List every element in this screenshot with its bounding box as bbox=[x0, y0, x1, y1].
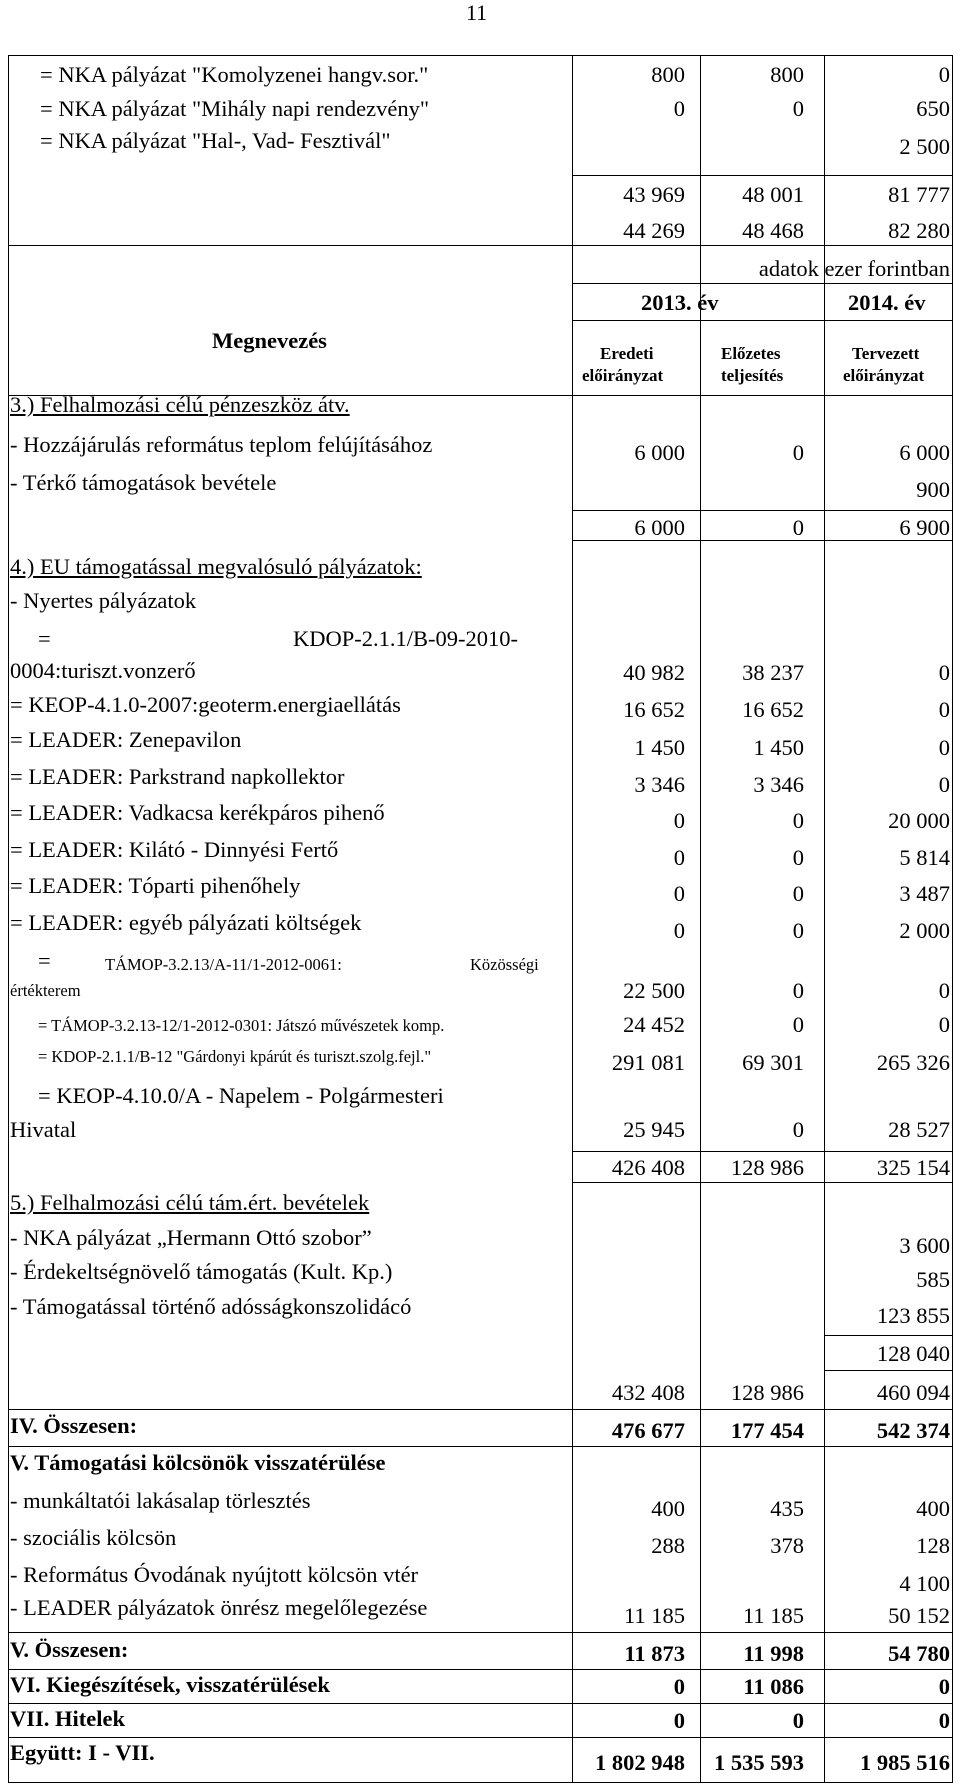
sec3-row-label: - Hozzájárulás református teplom felújításához bbox=[10, 432, 433, 457]
sec4-row-v2: 3 346 bbox=[753, 772, 804, 797]
vii-v2: 0 bbox=[792, 1708, 804, 1733]
vline-left-label bbox=[572, 55, 573, 1783]
sec4-keop-a: = KEOP-4.10.0/A - Napelem - Polgármesteri bbox=[38, 1083, 444, 1108]
header-2013: 2013. év bbox=[641, 290, 719, 315]
sec4-row-v2: 0 bbox=[792, 845, 804, 870]
sec4-kdop-v2: 38 237 bbox=[742, 660, 804, 685]
header-2014: 2014. év bbox=[848, 290, 926, 315]
hline bbox=[824, 1370, 953, 1371]
hline bbox=[572, 283, 953, 284]
hline bbox=[8, 1669, 953, 1670]
sec4-tamop1-v3: 0 bbox=[938, 978, 950, 1003]
hline bbox=[824, 1335, 953, 1336]
sec4-row-label: = LEADER: Zenepavilon bbox=[10, 727, 242, 752]
sec4-kdop2-v2: 69 301 bbox=[742, 1050, 804, 1075]
sec4-row-v3: 2 000 bbox=[899, 918, 950, 943]
header-col1b: előirányzat bbox=[582, 366, 664, 385]
hline bbox=[8, 245, 953, 246]
sec4-row-v2: 1 450 bbox=[753, 735, 804, 760]
sec5-row-v3: 585 bbox=[916, 1267, 950, 1292]
sec3-row-v1: 6 000 bbox=[634, 440, 685, 465]
v-total-v2: 11 998 bbox=[743, 1641, 804, 1666]
sec3-subtotal-v1: 6 000 bbox=[634, 515, 685, 540]
top-row-v2: 48 001 bbox=[742, 182, 804, 207]
hline bbox=[8, 1703, 953, 1704]
hline bbox=[8, 1737, 953, 1738]
v-row-v1: 288 bbox=[651, 1533, 685, 1558]
top-row-v3: 0 bbox=[938, 62, 950, 87]
hline bbox=[572, 540, 953, 541]
vii-v3: 0 bbox=[938, 1708, 950, 1733]
vi-v2: 11 086 bbox=[743, 1674, 804, 1699]
hline bbox=[572, 175, 953, 176]
sec4-row-label: = LEADER: egyéb pályázati költségek bbox=[10, 910, 362, 935]
top-row-v3: 82 280 bbox=[888, 218, 950, 243]
sec3-subtotal-v2: 0 bbox=[792, 515, 804, 540]
sec4-row-v3: 20 000 bbox=[888, 808, 950, 833]
sec4-row-label: = LEADER: Tóparti pihenőhely bbox=[10, 873, 301, 898]
sec5-title: 5.) Felhalmozási célú tám.ért. bevételek bbox=[10, 1190, 370, 1215]
header-col3b: előirányzat bbox=[843, 366, 925, 385]
sec4-kdop2-v3: 265 326 bbox=[876, 1050, 950, 1075]
units-note: adatok ezer forintban bbox=[758, 256, 950, 281]
header-col1a: Eredeti bbox=[600, 344, 654, 363]
sec5-row-v3: 123 855 bbox=[876, 1303, 950, 1328]
hline bbox=[572, 1182, 953, 1183]
sec4-row-v1: 0 bbox=[673, 808, 685, 833]
sec4-kdop2-v1: 291 081 bbox=[611, 1050, 685, 1075]
v-row-label: - Református Óvodának nyújtott kölcsön vtér bbox=[10, 1562, 419, 1587]
sec3-row-v3: 900 bbox=[916, 477, 950, 502]
sec4-kdop-v3: 0 bbox=[938, 660, 950, 685]
sec4-tamop2-v1: 24 452 bbox=[623, 1012, 685, 1037]
v-row-v1: 400 bbox=[651, 1496, 685, 1521]
sec4-tamop1-d: értékterem bbox=[10, 981, 81, 1000]
sec4-row-label: = LEADER: Parkstrand napkollektor bbox=[10, 764, 345, 789]
hline bbox=[8, 1632, 953, 1633]
sec4-row-label: = LEADER: Vadkacsa kerékpáros pihenő bbox=[10, 800, 385, 825]
top-row-label: = NKA pályázat "Mihály napi rendezvény" bbox=[40, 96, 430, 121]
v-row-v3: 50 152 bbox=[888, 1603, 950, 1628]
sec4-tamop1-b: TÁMOP-3.2.13/A-11/1-2012-0061: bbox=[105, 955, 342, 974]
sec4-title: 4.) EU támogatással megvalósuló pályázatok: bbox=[10, 554, 422, 579]
hline bbox=[8, 1446, 953, 1447]
sec4-sub: - Nyertes pályázatok bbox=[10, 588, 197, 613]
v-row-label: - LEADER pályázatok önrész megelőlegezése bbox=[10, 1595, 428, 1620]
sec4-kdop-b: KDOP-2.1.1/B-09-2010- bbox=[293, 626, 518, 651]
sec4-row-v1: 3 346 bbox=[634, 772, 685, 797]
sec4-tamop2-v3: 0 bbox=[938, 1012, 950, 1037]
sec4-tamop2: = TÁMOP-3.2.13-12/1-2012-0301: Játszó művészetek komp. bbox=[38, 1016, 445, 1035]
v-row-v2: 378 bbox=[770, 1533, 804, 1558]
top-row-v1: 44 269 bbox=[623, 218, 685, 243]
top-row-v2: 0 bbox=[792, 96, 804, 121]
sec4-tamop1-c: Közösségi bbox=[470, 955, 539, 974]
sec4-tamop1-a: = bbox=[38, 948, 51, 973]
sec3-subtotal-v3: 6 900 bbox=[899, 515, 950, 540]
hline bbox=[572, 1151, 953, 1152]
hline bbox=[572, 510, 953, 511]
vi-v3: 0 bbox=[938, 1674, 950, 1699]
sec4-row-label: = LEADER: Kilátó - Dinnyési Fertő bbox=[10, 837, 339, 862]
sec4-row-v1: 1 450 bbox=[634, 735, 685, 760]
iv-v1: 476 677 bbox=[611, 1418, 685, 1443]
sec4-row-v1: 0 bbox=[673, 881, 685, 906]
sec4-row-v3: 3 487 bbox=[899, 881, 950, 906]
top-row-v2: 800 bbox=[770, 62, 804, 87]
sec4-keop-v3: 28 527 bbox=[888, 1117, 950, 1142]
sec4-kdop2: = KDOP-2.1.1/B-12 "Gárdonyi kpárút és turiszt.szolg.fejl." bbox=[38, 1047, 432, 1066]
sec5-subtotal-v3: 128 040 bbox=[876, 1341, 950, 1366]
sec4-row-v1: 0 bbox=[673, 918, 685, 943]
vline-col3 bbox=[824, 55, 825, 1783]
top-row-v1: 0 bbox=[673, 96, 685, 121]
vi-label: VI. Kiegészítések, visszatérülések bbox=[10, 1672, 330, 1697]
iv-v2: 177 454 bbox=[730, 1418, 804, 1443]
top-row-v1: 800 bbox=[651, 62, 685, 87]
sec4-subtotal-v3: 325 154 bbox=[876, 1155, 950, 1180]
hline bbox=[8, 1409, 953, 1410]
sec4-row-v2: 0 bbox=[792, 918, 804, 943]
header-col2b: teljesítés bbox=[721, 366, 784, 385]
sec4-row-v1: 16 652 bbox=[623, 697, 685, 722]
vii-v1: 0 bbox=[673, 1708, 685, 1733]
v-total-v1: 11 873 bbox=[624, 1641, 685, 1666]
sec5-total-v1: 432 408 bbox=[611, 1380, 685, 1405]
header-col2a: Előzetes bbox=[721, 344, 781, 363]
sec4-row-v3: 0 bbox=[938, 735, 950, 760]
header-megnevezes: Megnevezés bbox=[212, 328, 327, 353]
top-row-v1: 43 969 bbox=[623, 182, 685, 207]
iv-label: IV. Összesen: bbox=[10, 1413, 138, 1438]
sec5-row-v3: 3 600 bbox=[899, 1233, 950, 1258]
sec4-subtotal-v1: 426 408 bbox=[611, 1155, 685, 1180]
sec4-row-v3: 5 814 bbox=[899, 845, 950, 870]
sec5-row-label: - NKA pályázat „Hermann Ottó szobor” bbox=[10, 1225, 372, 1250]
sec4-row-v3: 0 bbox=[938, 697, 950, 722]
v-row-v2: 435 bbox=[770, 1496, 804, 1521]
total-v1: 1 802 948 bbox=[595, 1750, 685, 1775]
v-row-v2: 11 185 bbox=[742, 1603, 804, 1628]
top-row-v3: 81 777 bbox=[888, 182, 950, 207]
header-col3a: Tervezett bbox=[852, 344, 920, 363]
sec3-title: 3.) Felhalmozási célú pénzeszköz átv. bbox=[10, 392, 350, 417]
vi-v1: 0 bbox=[673, 1674, 685, 1699]
sec4-tamop1-v1: 22 500 bbox=[623, 978, 685, 1003]
v-row-label: - szociális kölcsön bbox=[10, 1525, 177, 1550]
sec4-row-v2: 0 bbox=[792, 881, 804, 906]
hline bbox=[572, 320, 953, 321]
total-v3: 1 985 516 bbox=[860, 1750, 950, 1775]
v-row-v1: 11 185 bbox=[623, 1603, 685, 1628]
iv-v3: 542 374 bbox=[876, 1418, 950, 1443]
top-row-v3: 2 500 bbox=[899, 134, 950, 159]
sec3-row-label: - Térkő támogatások bevétele bbox=[10, 470, 277, 495]
page-number: 11 bbox=[466, 0, 488, 25]
v-total-label: V. Összesen: bbox=[10, 1637, 129, 1662]
sec4-kdop-c: 0004:turiszt.vonzerő bbox=[10, 658, 196, 683]
sec5-total-v2: 128 986 bbox=[730, 1380, 804, 1405]
sec4-row-v2: 0 bbox=[792, 808, 804, 833]
sec5-row-label: - Támogatással történő adósságkonszolidácó bbox=[10, 1294, 412, 1319]
sec3-row-v2: 0 bbox=[792, 440, 804, 465]
top-row-v2: 48 468 bbox=[742, 218, 804, 243]
sec4-kdop-v1: 40 982 bbox=[623, 660, 685, 685]
v-title: V. Támogatási kölcsönök visszatérülése bbox=[10, 1450, 386, 1475]
sec4-tamop1-v2: 0 bbox=[792, 978, 804, 1003]
sec4-subtotal-v2: 128 986 bbox=[730, 1155, 804, 1180]
sec4-keop-v1: 25 945 bbox=[623, 1117, 685, 1142]
sec5-total-v3: 460 094 bbox=[876, 1380, 950, 1405]
v-row-label: - munkáltatói lakásalap törlesztés bbox=[10, 1488, 311, 1513]
sec4-tamop2-v2: 0 bbox=[792, 1012, 804, 1037]
sec4-kdop-a: = bbox=[38, 626, 51, 651]
sec4-row-v2: 16 652 bbox=[742, 697, 804, 722]
total-label: Együtt: I - VII. bbox=[10, 1740, 155, 1765]
sec4-row-v3: 0 bbox=[938, 772, 950, 797]
vii-label: VII. Hitelek bbox=[10, 1706, 125, 1731]
v-total-v3: 54 780 bbox=[888, 1641, 950, 1666]
total-v2: 1 535 593 bbox=[714, 1750, 804, 1775]
v-row-v3: 400 bbox=[916, 1496, 950, 1521]
sec4-row-v1: 0 bbox=[673, 845, 685, 870]
sec3-row-v3: 6 000 bbox=[899, 440, 950, 465]
sec4-keop-v2: 0 bbox=[792, 1117, 804, 1142]
sec5-row-label: - Érdekeltségnövelő támogatás (Kult. Kp.) bbox=[10, 1259, 393, 1284]
top-row-label: = NKA pályázat "Hal-, Vad- Fesztivál" bbox=[40, 128, 391, 153]
sec4-row-label: = KEOP-4.1.0-2007:geoterm.energiaellátás bbox=[10, 692, 401, 717]
top-row-v3: 650 bbox=[916, 96, 950, 121]
v-row-v3: 4 100 bbox=[899, 1571, 950, 1596]
sec4-keop-b: Hivatal bbox=[10, 1117, 77, 1142]
top-row-label: = NKA pályázat "Komolyzenei hangv.sor." bbox=[40, 62, 429, 87]
v-row-v3: 128 bbox=[916, 1533, 950, 1558]
